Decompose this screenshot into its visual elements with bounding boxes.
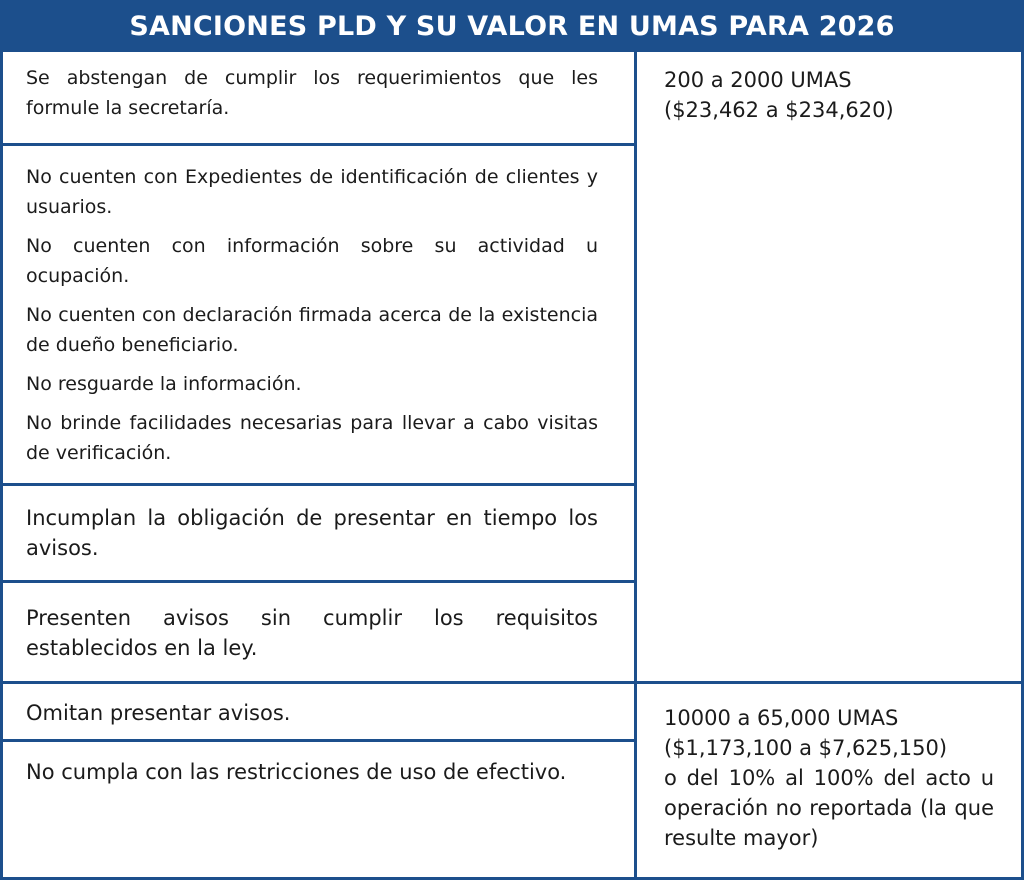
infraction-cell-3 (26, 503, 598, 572)
infraction-text: Omitan presentar avisos. (26, 701, 291, 725)
infraction-text: No resguarde la información. (26, 373, 302, 395)
infraction-cell-6 (26, 757, 598, 796)
sanction-cell-2 (664, 703, 994, 853)
infraction-text: No cuenten con información sobre su actividad u ocupación. (26, 235, 598, 287)
infraction-text: No brinde facilidades necesarias para llevar a cabo visitas de verificación. (26, 412, 598, 464)
border-left (0, 52, 3, 880)
row-divider (0, 739, 636, 742)
sanction-percentage: o del 10% al 100% del acto u operación no reportada (la que resulte mayor) (664, 766, 994, 850)
group-divider (0, 681, 1024, 684)
infraction-cell-1 (26, 63, 598, 132)
row-divider (0, 580, 636, 583)
row-divider (0, 483, 636, 486)
row-divider (0, 143, 636, 146)
infraction-cell-4 (26, 603, 598, 672)
infraction-text: No cuenten con declaración firmada acerca de la existencia de dueño beneficiario. (26, 304, 598, 356)
sanction-amount: ($23,462 a $234,620) (664, 98, 894, 122)
table-title: SANCIONES PLD Y SU VALOR EN UMAS PARA 2026 (0, 0, 1024, 52)
sanction-cell-1 (664, 65, 994, 125)
column-divider (634, 52, 637, 880)
sanction-umas: 200 a 2000 UMAS (664, 68, 852, 92)
sanction-umas: 10000 a 65,000 UMAS (664, 706, 899, 730)
infraction-text: Presenten avisos sin cumplir los requisitos establecidos en la ley. (26, 606, 598, 660)
sanction-amount: ($1,173,100 a $7,625,150) (664, 736, 948, 760)
infraction-text: Incumplan la obligación de presentar en tiempo los avisos. (26, 506, 598, 560)
infraction-text: No cumpla con las restricciones de uso de efectivo. (26, 760, 567, 784)
infraction-cell-2 (26, 162, 598, 477)
infraction-cell-5 (26, 698, 598, 737)
infraction-text: Se abstengan de cumplir los requerimientos que les formule la secretaría. (26, 67, 598, 119)
infraction-text: No cuenten con Expedientes de identificación de clientes y usuarios. (26, 166, 598, 218)
